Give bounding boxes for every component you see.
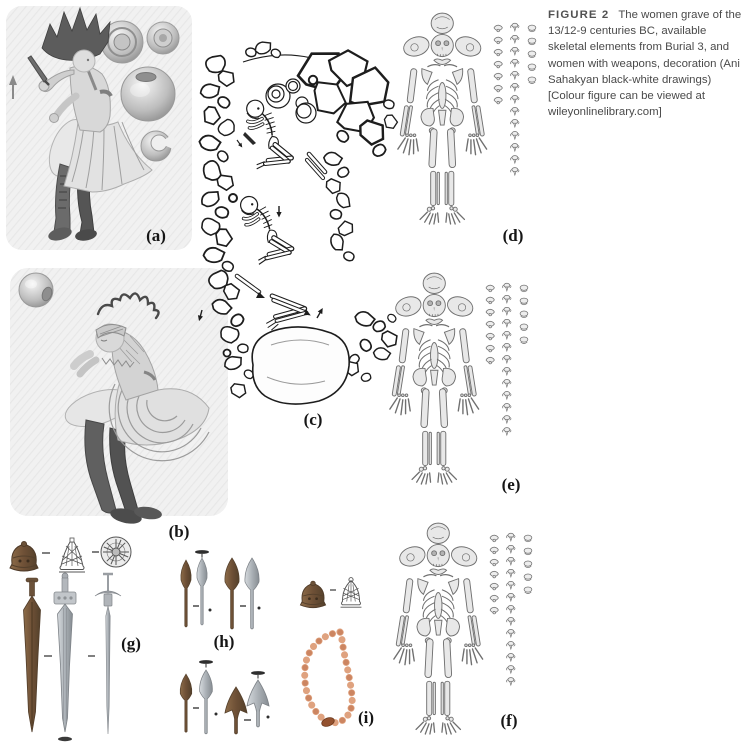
arrow-icon [197, 309, 205, 321]
panel-h-label: (h) [213, 632, 235, 651]
large-capstone [252, 327, 349, 404]
arrowhead-photo [225, 687, 247, 734]
panel-i-ornaments [292, 570, 410, 748]
arrowhead-top-view-icon [251, 671, 265, 678]
bell-pendant-photo [300, 581, 325, 608]
panel-c-burial-plan [193, 30, 405, 435]
arrowhead-drawing [200, 670, 213, 734]
rosette-disc [101, 537, 131, 567]
bead-necklace [305, 632, 352, 728]
figure-caption-label: FIGURE 2 [548, 9, 610, 21]
panel-d-label: (d) [502, 226, 524, 245]
arrow-icon [235, 139, 244, 149]
figure-caption [548, 7, 742, 120]
skeleton-lower [235, 196, 297, 268]
arrowhead-photo [225, 558, 239, 629]
panel-a-illustration [4, 4, 196, 254]
steel-sword-drawing [54, 573, 76, 741]
arrowhead-photo [180, 674, 192, 732]
panel-e-skeletal-elements [388, 272, 536, 487]
skeleton-diagram [390, 273, 528, 484]
skeleton-diagram [394, 523, 532, 734]
bell-pendant-photo [10, 541, 38, 571]
panel-e-label: (e) [501, 475, 521, 494]
arrow-icon [315, 307, 325, 320]
arrowhead-photo [181, 560, 191, 627]
panel-f-label: (f) [500, 711, 518, 730]
bell-pendant-drawing [341, 578, 362, 608]
arrow-icon [276, 206, 281, 218]
rapier-sword-drawing [95, 574, 121, 734]
openwork-cone-drawing [59, 538, 85, 572]
skeleton-upper [233, 98, 303, 176]
panel-a-label: (a) [146, 226, 166, 245]
pot-icon [147, 22, 179, 54]
figure-caption-text: The women grave of the 13/12-9 centuries BC, available skeletal elements from Burial 3, and women with weapons, decoration (Ani Sahakyan black-white drawings) [Colour figure can be viewed at wileyonlinelibrary.com] [548, 9, 742, 119]
dagger-icon [243, 132, 256, 145]
panel-f-skeletal-elements [392, 522, 540, 737]
pot-icon [19, 273, 54, 307]
panel-i-label: (i) [357, 708, 375, 727]
panel-b-label: (b) [168, 522, 190, 541]
arrowhead-top-view-icon [195, 550, 209, 557]
bronze-sword-photo [24, 578, 41, 732]
panel-d-skeletal-elements [396, 12, 544, 227]
panel-g-label: (g) [121, 634, 141, 653]
arrowhead-drawing [197, 558, 207, 625]
panel-c-label: (c) [303, 410, 323, 429]
arrowhead-top-view-icon [199, 660, 213, 667]
skeleton-diagram [398, 13, 536, 224]
pot-icon [121, 67, 175, 121]
arrowhead-drawing [245, 558, 259, 629]
